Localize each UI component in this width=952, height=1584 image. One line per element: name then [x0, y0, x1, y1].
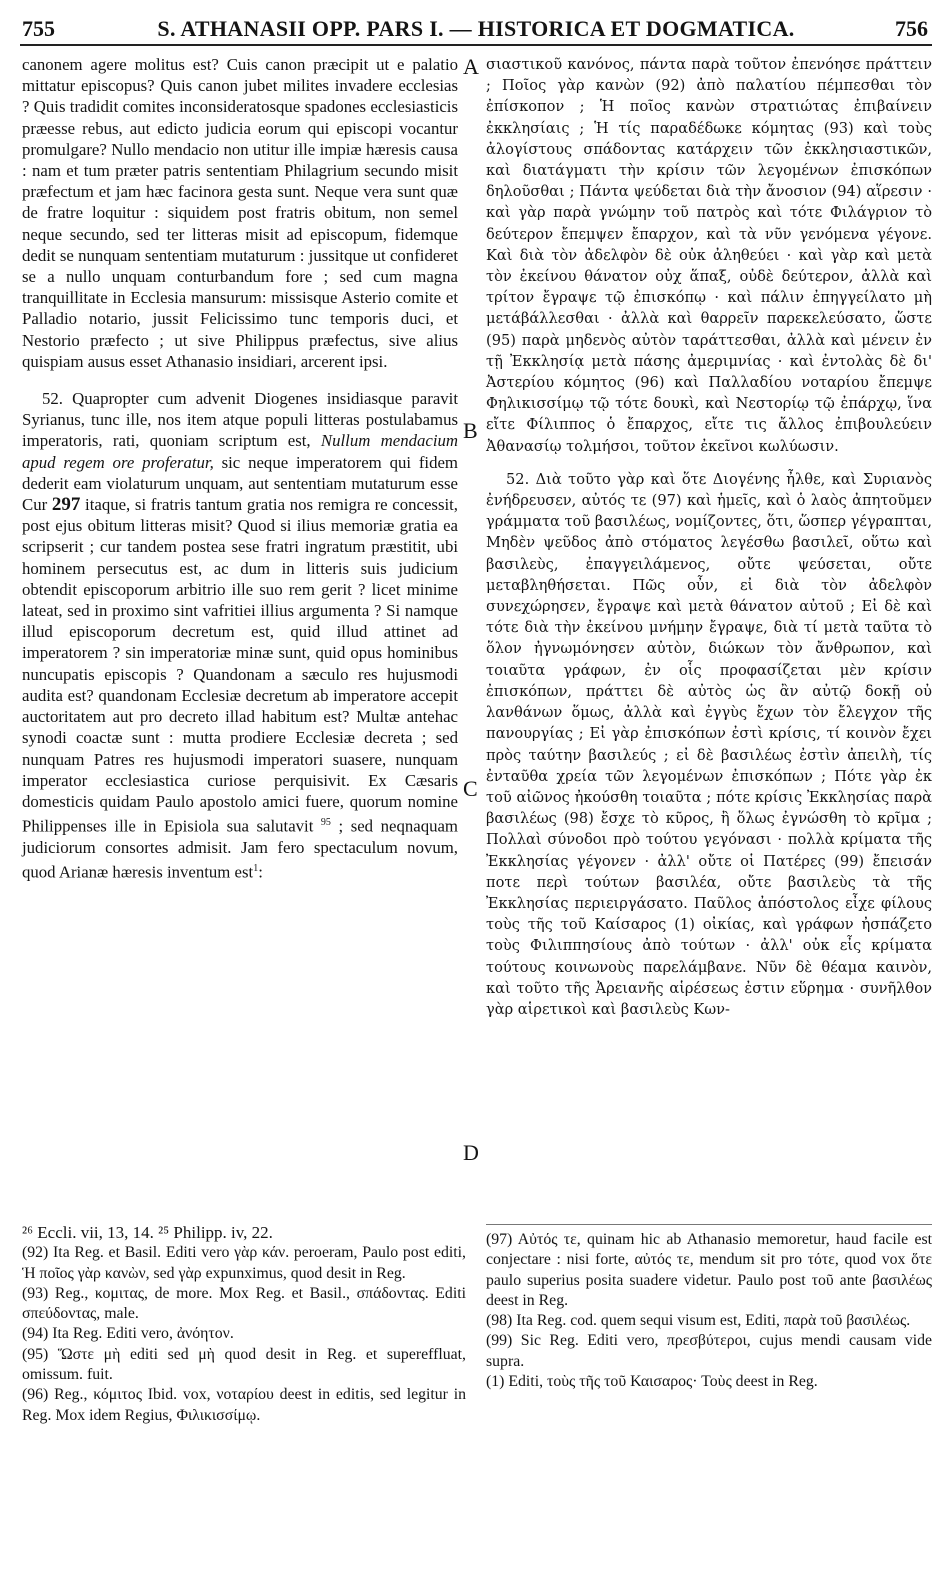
- latin-text: itaque, si fratris tantum gratia nos remigra re concessit, post ejus obitum litteras misit? Quod si ilius memoriæ gratia ea scripserit ; cur tandem postea sese fratri ingratum præstitit, ubi hominem persecutus est, ac dum in litteris suis judicium obtendit episcoporum arbitrio ille suo rem gerit ? licet minime lateat, sed in proximo sint vafritiei illius argumenta ? Si namque illud episcoporum decretum est, quid illud attinet ad imperatorem ? sin imperatoriæ minæ sunt, quid opus hominibus nuncupatis episcopis ? Quandonam a sæculo res hujusmodi audita est? quandonam Ecclesiæ decretum ab imperatore accepit auctoritatem aut pro decreto illad habitum est? Multæ antehac synodi coactæ sunt : mutta prodiere Ecclesiæ decreta ; sed nunquam Patres res hujusmodi imperatori suasere, nunquam imperator ecclesiastica curiose perquisivit. Ex Cæsaris domesticis quidam Paulo apostolo amici fuere, quorum nomine Philippenses ille in Episiola sua salutavit: [22, 495, 458, 836]
- footnote-93: (93) Reg., κομιτας, de more. Mox Reg. et Basil., σπάδοντας. Editi σπεύδοντας, male.: [22, 1284, 466, 1323]
- margin-letter-b: B: [463, 418, 478, 443]
- footnote-rule: [486, 1224, 932, 1225]
- footnote-96: (96) Reg., κόμιτος Ibid. vox, νοταρίου deest in editis, sed legitur in Reg. Mox idem Regius, Φιλικισσίμῳ.: [22, 1386, 466, 1424]
- footnotes-right: [486, 1230, 932, 1392]
- footnotes-left: [22, 1223, 466, 1426]
- footnote-1: (1) Editi, τοὺς τῆς τοῦ Καισαρος· Τοὺς deest in Reg.: [486, 1373, 818, 1391]
- header-rule: [20, 44, 932, 46]
- migne-column-number: 297: [51, 494, 81, 516]
- page-number-right: 756: [895, 16, 928, 41]
- greek-column: [486, 54, 932, 1020]
- latin-superscript: 95: [320, 817, 331, 829]
- footnote-94: (94) Ita Reg. Editi vero, ἀνόητον.: [22, 1325, 234, 1343]
- latin-paragraph-52: [22, 388, 458, 883]
- margin-letter-d: D: [463, 1140, 479, 1165]
- scripture-references: ²⁶ Eccli. vii, 13, 14. ²⁵ Philipp. iv, 22.: [22, 1223, 273, 1242]
- latin-italic-quote: Nullum mendacium apud regem ore proferatur,: [22, 431, 458, 472]
- latin-superscript: 1: [253, 863, 259, 875]
- margin-letter-a: A: [463, 54, 479, 79]
- latin-text: ; sed neqnaquam judiciorum consortes admisit. Jam fero spectaculum novum, quod Arianæ hæresis inventum est: [22, 816, 458, 882]
- page-number-left: 755: [22, 16, 55, 41]
- footnote-92: (92) Ita Reg. et Basil. Editi vero γὰρ κάν. peroeram, Paulo post editi, Ἡ ποῖος γὰρ κανὼν, sed γὰρ expunximus, quod desit in Reg.: [22, 1244, 466, 1282]
- footnote-97: (97) Αὐτός τε, quinam hic ab Athanasio memoretur, haud facile est conjectare : nisi forte, αὐτός τε, mendum sit pro τότε, quod vox ὅτε paulo superius posita suadere videtur. Paulo post τοῦ ante βασιλέως deest in Reg.: [486, 1231, 932, 1309]
- footnote-99: (99) Sic Reg. Editi vero, πρεσβύτεροι, cujus mendi causam vide supra.: [486, 1332, 932, 1370]
- latin-text: sic neque imperatorem qui fidem dederit eam violaturum unquam, aut sententiam mutaturum esse Cur: [22, 452, 458, 515]
- running-title: S. ATHANASII OPP. PARS I. — HISTORICA ET DOGMATICA.: [157, 16, 795, 41]
- running-header: [20, 14, 932, 44]
- greek-paragraph-52: 52. Διὰ τοῦτο γὰρ καὶ ὅτε Διογένης ἦλθε, καὶ Συριανὸς ἐνήδρευσεν, αὐτός τε (97) καὶ ἡμεῖς, καὶ ὁ λαὸς ἀπητοῦμεν γράμματα τοῦ βασιλέως, νομίζοντες, ὅτι, ὥσπερ γέγραπται, Μηδὲν ψεῦδος ἀπὸ στόματος λεγέσθω βασιλεῖ, οὕτω καὶ βασιλεὺς, ἐπαγγειλάμενος, οὔτε ψεύσεται, οὔτε μεταβληθήσεται. Πῶς οὖν, εἰ διὰ τὸν ἀδελφὸν συνεχώρησεν, ἔγραψε καὶ μετὰ θάνατον αὐτοῦ ; Εἰ δὲ καὶ τότε διὰ τὴν ἐκείνου μνήμην ἔγραψε, διὰ τί μετὰ ταῦτα τὸ ὅλον ἠγνωμόνησεν αὐτὸν, διώκων τὸν ἄνθρωπον, καὶ τοιαῦτα γράφων, ἐν οἷς προφασίζεται μὲν κρίσιν ἐπισκόπων, πράττει δὲ αὐτὸς ὡς ἂν αὐτῷ δοκῇ οὐ λανθάνων ὅμως, ἀλλὰ καὶ ἐγγὺς ἔχων τὸν ἔλεγχον τῆς πανουργίας ; Εἰ γὰρ ἐπισκόπων ἐστὶ κρίσις, τί κοινὸν ἔχει πρὸς ταύτην βασιλεύς ; εἰ δὲ βασιλέως ἐστὶν ἀπειλὴ, τίς ἐνταῦθα χρεία τῶν λεγομένων ἐπισκόπων ; Πότε γὰρ ἐκ τοῦ αἰῶνος ἠκούσθη τοιαῦτα ; πότε κρίσις Ἐκκλησίας παρὰ βασιλέως (98) ἔσχε τὸ κῦρος, ἢ ὅλως ἐγνώσθη τὸ κρῖμα ; Πολλαὶ σύνοδοι πρὸ τούτου γεγόνασι · πολλὰ κρίματα τῆς Ἐκκλησίας γέγονεν · ἀλλ' οὔτε οἱ Πατέρες (99) ἔπεισάν ποτε περὶ τούτων βασιλέα, οὔτε βασιλεὺς τὰ τῆς Ἐκκλησίας περιειργάσατο. Παῦλος ἀπόστολος εἶχε φίλους τοὺς τῆς τοῦ Καίσαρος (1) οἰκίας, καὶ γράφων ἠσπάζετο τοὺς Φιλιππησίους ἀπὸ τούτων · ἀλλ' οὐκ εἶς κρίματα τούτους κοινωνοὺς παρελάμβανε. Νῦν δὲ θέαμα καινὸν, καὶ τοῦτο τῆς Ἀρειανῆς αἱρέσεως ἐστιν εὕρημα · συνῆλθον γὰρ αἱρετικοὶ καὶ βασιλεὺς Κων-: [486, 470, 932, 1018]
- latin-paragraph-1: canonem agere molitus est? Cuis canon præcipit ut e palatio mittatur episcopus? Quis canon jubet milites invadere ecclesias ? Quis tradidit comites inconsideratosque spadones ecclesiasticis præesse rebus, aut edicto judicia eorum qui episcopi vocantur promulgare? Nullo mendacio non utitur ille impiæ hæresis causa : nam et tum præter patris sententiam Philagrium secundo misit præfectum et jam hæc facinora gesta sunt. Neque vera sunt quæ de fratre loquitur : siquidem post fratris obitum, non semel neque secundo, sed ter litteras misit ad episcopum, fidemque dedit se nunquam sententiam mutaturum : jussitque ut confideret se a nullo unquam conturbandum fore ; sed cum magna tranquillitate in Ecclesia mansurum: missisque Asterio comite et Palladio notario, jussit Felicissimo tunc temporis duci, et Nestorio præfecto ; ut sive Philippus præfectus, sive alius quispiam ausus esset Athanasio insidiari, arcerent ipsi.: [22, 55, 458, 371]
- greek-paragraph-1: σιαστικοῦ κανόνος, πάντα παρὰ τοῦτον ἐπενόησε πράττειν ; Ποῖος γὰρ κανὼν (92) ἀπὸ παλατίου πέμπεσθαι τὸν ἐπίσκοπον ; Ἡ ποῖος κανὼν στρατιώτας ἐπιβαίνειν ἐκκλησίαις ; Ἡ τίς παραδέδωκε κόμητας (93) καὶ τοὺς ἀλογίστους σπάδοντας κατάρχειν τῶν ἐκκλησιαστικῶν, καὶ διατάγματι τὴν κρίσιν τῶν λεγομένων ἐπισκόπων δηλοῦσθαι ; Πάντα ψεύδεται διὰ τὴν ἄνοσιον (94) αἵρεσιν · καὶ γὰρ παρὰ γνώμην τοῦ πατρὸς καὶ τότε Φιλάγριον τὸ δεύτερον ἔπεμψεν ἔπαρχον, καὶ τὰ νῦν γενόμενα γέγονε. Καὶ διὰ τὸν ἀδελφὸν δὲ οὐκ ἀληθεύει · καὶ γὰρ καὶ μετὰ τὸν ἐκείνου θάνατον οὐχ ἅπαξ, οὐδὲ δεύτερον, ἀλλὰ καὶ τρίτον ἔγραψε τῷ ἐπισκόπῳ · καὶ πάλιν ἐπηγγείλατο μὴ μετάβάλλεσθαι · ἀλλὰ καὶ θαρρεῖν παρεκελεύσατο, ὥστε (95) παρὰ μηδενὸς αὐτὸν ταράττεσθαι, ἀλλὰ καὶ μένειν ἐν τῇ Ἐκκλησίᾳ μετὰ πάσης ἀμεριμνίας · καὶ ἐντολὰς δὲ δι' Ἀστερίου κόμητος (96) καὶ Παλλαδίου νοταρίου ἔπεμψε Φηλικισσίμῳ τῷ τότε δουκὶ, καὶ Νεστορίῳ τῷ ἐπάρχῳ, ἵνα εἴτε Φίλιππος ὁ ἔπαρχος, εἴτε τις ἄλλος ἐπιβουλεύειν Ἀθανασίῳ τολμήσοι, τοῦτον ἐκεῖνοι κωλύωσιν.: [486, 56, 932, 455]
- margin-letter-c: C: [463, 776, 478, 801]
- latin-column: [22, 54, 458, 883]
- footnote-98: (98) Ita Reg. cod. quem sequi visum est, Editi, παρὰ τοῦ βασιλέως.: [486, 1312, 911, 1330]
- latin-text: 52. Quapropter cum advenit Diogenes insidiasque paravit Syrianus, tunc ille, nos item atque populi litteras postulabamus imperatoris, rati, quoniam scriptum est,: [22, 389, 458, 451]
- latin-text: :: [258, 862, 263, 882]
- footnote-95: (95) Ὥστε μὴ editi sed μὴ quod desit in Reg. et supereffluat, omissum. fuit.: [22, 1345, 466, 1384]
